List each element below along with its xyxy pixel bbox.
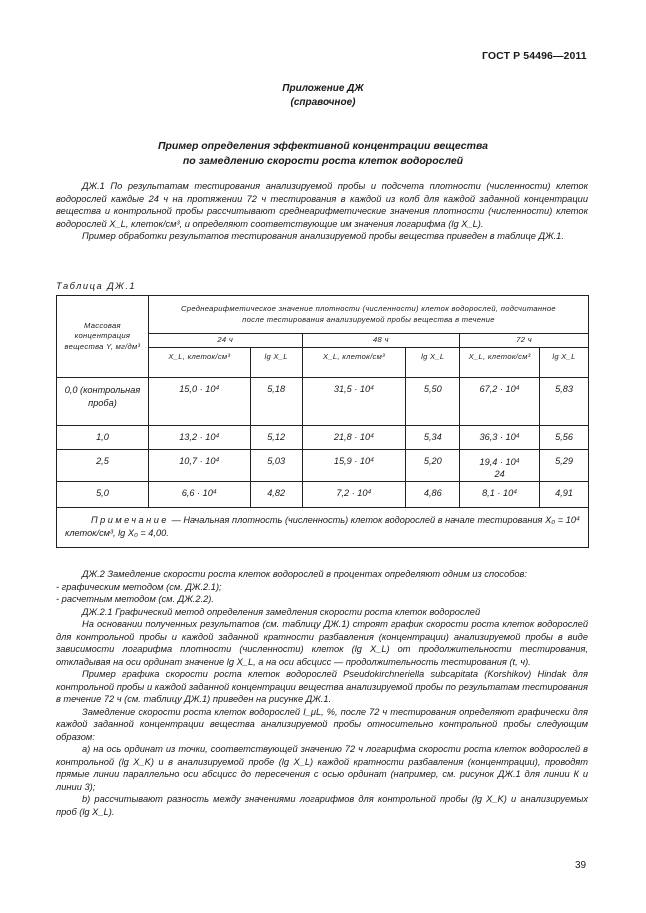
cell-lg72: 5,56: [540, 426, 589, 450]
cell-lg48: 4,86: [406, 482, 460, 508]
data-table: [56, 295, 589, 548]
body-paragraph-3: - расчетным методом (см. ДЖ.2.2).: [56, 594, 214, 604]
cell-x48: 7,2 · 10⁴: [302, 482, 406, 508]
header-lg-72: lg X_L: [540, 348, 589, 378]
cell-lg24: 5,18: [250, 378, 302, 426]
body-paragraph-6: Пример графика скорости роста клеток водорослей Pseudokirchneriella subcapitata (Korshikov) Hindak для контрольной пробы и каждой заданной концентрации вещества анализируемой пробы по результатам тестирования в течение 72 ч (см. таблицу ДЖ.1) приведен на рисунке ДЖ.1.: [56, 669, 588, 704]
cell-x24: 13,2 · 10⁴: [148, 426, 250, 450]
cell-lg72: 5,29: [540, 450, 589, 482]
intro-block: [56, 180, 588, 243]
header-period-72: 72 ч: [460, 334, 589, 348]
cell-x24: 15,0 · 10⁴: [148, 378, 250, 426]
cell-x72: 36,3 · 10⁴: [460, 426, 540, 450]
table-row: [57, 450, 589, 482]
table-row: [57, 426, 589, 450]
body-paragraph-9: b) рассчитывают разность между значениями логарифмов для контрольной пробы (lg X_K) и анализируемых проб (lg X_L).: [56, 794, 588, 817]
cell-x72: 8,1 · 10⁴: [460, 482, 540, 508]
header-xl-72: X_L, клеток/см³: [460, 348, 540, 378]
cell-lg24: 4,82: [250, 482, 302, 508]
cell-lg72: 5,83: [540, 378, 589, 426]
cell-x48: 15,9 · 10⁴: [302, 450, 406, 482]
header-mean-density: Среднеарифметическое значение плотности (численности) клеток водорослей, подсчитанное после тестирования анализируемой пробы вещества в течение: [148, 296, 588, 334]
cell-concentration: 2,5: [57, 450, 149, 482]
section-title-line2: по замедлению скорости роста клеток водорослей: [182, 155, 464, 167]
header-xl-24: X_L, клеток/см³: [148, 348, 250, 378]
cell-x48: 21,8 · 10⁴: [302, 426, 406, 450]
header-xl-48: X_L, клеток/см³: [302, 348, 406, 378]
table-note: [57, 508, 589, 548]
cell-x24: 10,7 · 10⁴: [148, 450, 250, 482]
table-label: Таблица ДЖ.1: [56, 281, 137, 291]
header-lg-24: lg X_L: [250, 348, 302, 378]
body-paragraph-4: ДЖ.2.1 Графический метод определения замедления скорости роста клеток водорослей: [82, 606, 481, 617]
body-paragraph-5: На основании полученных результатов (см. таблицу ДЖ.1) строят график скорости роста клеток водорослей для контрольной пробы и каждой заданной кратности разбавления (концентрации) анализируемой пробы в виде зависимости логарифма плотности (численности) клеток (lg X_L) от продолжительности тестирования, откладывая на оси ординат значение lg X_L, а на оси абсцисс — продолжительность тестирования (t, ч).: [56, 619, 588, 667]
cell-x24: 6,6 · 10⁴: [148, 482, 250, 508]
standard-number: ГОСТ Р 54496—2011: [482, 50, 587, 62]
page-number: 39: [575, 860, 587, 871]
appendix-subtitle: (справочное): [290, 97, 356, 108]
intro-paragraph-2: Пример обработки результатов тестирования анализируемой пробы вещества приведен в таблице ДЖ.1.: [82, 231, 564, 241]
note-label: Примечание: [91, 515, 169, 525]
body-paragraph-2: - графическим методом (см. ДЖ.2.1);: [56, 581, 222, 592]
table-note-row: [57, 508, 589, 548]
cell-lg48: 5,20: [406, 450, 460, 482]
body-paragraph-7: Замедление скорости роста клеток водорослей I_μL, %, после 72 ч тестирования определяют графически для каждой заданной концентрации вещества анализируемой пробы относительно контрольной пробы следующим образом:: [56, 706, 588, 742]
cell-x72: 19,4 · 10⁴ 24: [460, 450, 540, 482]
cell-lg24: 5,03: [250, 450, 302, 482]
table-row: [57, 482, 589, 508]
header-period-48: 48 ч: [302, 334, 460, 348]
appendix-title: Приложение ДЖ: [282, 83, 364, 94]
note-text: — Начальная плотность (численность) клеток водорослей в начале тестирования X₀ = 10⁴ клеток/см³, lg X₀ = 4,00.: [65, 515, 580, 538]
body-block: [56, 568, 588, 818]
header-lg-48: lg X_L: [406, 348, 460, 378]
cell-lg72: 4,91: [540, 482, 589, 508]
cell-lg24: 5,12: [250, 426, 302, 450]
cell-concentration: 0,0 (контрольная проба): [57, 378, 149, 426]
cell-x72: 67,2 · 10⁴: [460, 378, 540, 426]
cell-concentration: 1,0: [57, 426, 149, 450]
table-row: [57, 378, 589, 426]
cell-concentration: 5,0: [57, 482, 149, 508]
section-title-line1: Пример определения эффективной концентрации вещества: [157, 140, 489, 152]
body-paragraph-1: ДЖ.2 Замедление скорости роста клеток водорослей в процентах определяют одним из способов:: [82, 569, 527, 579]
header-period-24: 24 ч: [148, 334, 302, 348]
cell-x48: 31,5 · 10⁴: [302, 378, 406, 426]
cell-lg48: 5,50: [406, 378, 460, 426]
header-mass-concentration: Массовая концентрация вещества Y, мг/дм³: [57, 296, 149, 378]
intro-paragraph-1: ДЖ.1 По результатам тестирования анализируемой пробы и подсчета плотности (численности) клеток водорослей каждые 24 ч на протяжении 72 ч тестирования в каждой из колб для каждой заданной концентрации вещества и контрольной пробы рассчитывают среднеарифметические значения плотности (численности) клеток водорослей X_L, клеток/см³, и определяют соответствующие им значения логарифма (lg X_L).: [56, 181, 588, 229]
cell-lg48: 5,34: [406, 426, 460, 450]
body-paragraph-8: а) на ось ординат из точки, соответствующей значению 72 ч логарифма скорости роста клеток водорослей в контрольной (lg X_K) и в анализируемой пробе (lg X_L) каждой кратности разбавления (концентрации), проводят прямые линии параллельно оси абсцисс до пересечения с осью ординат (например, см. рисунок ДЖ.1 для линии К и линии 3);: [56, 744, 588, 792]
